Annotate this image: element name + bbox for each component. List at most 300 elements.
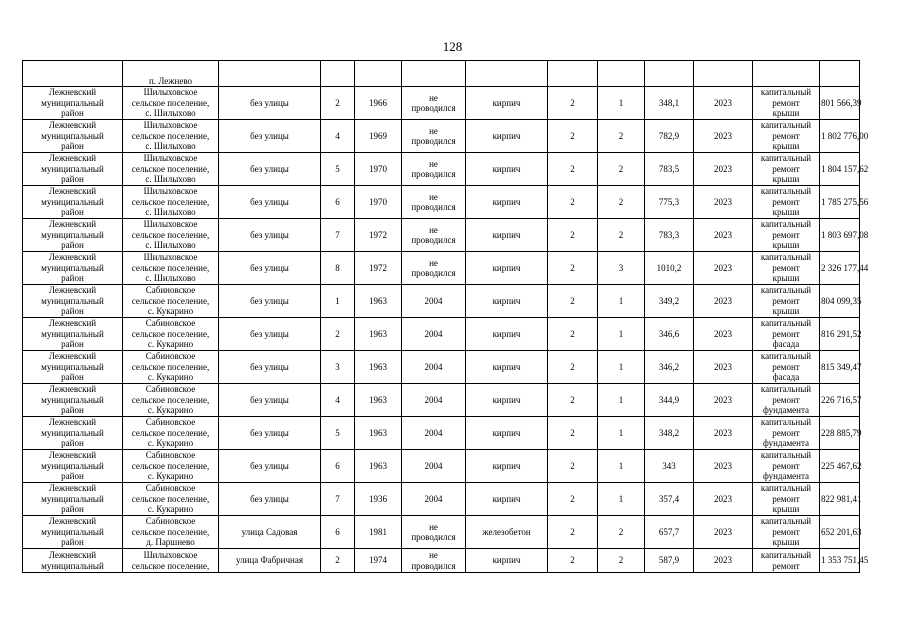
cell-value: 4 xyxy=(335,394,340,405)
cell-line: муниципальный xyxy=(41,526,104,537)
cell-value: 2 xyxy=(570,493,575,504)
cell-value: без улицы xyxy=(250,229,289,240)
cell-wall-material xyxy=(466,450,548,483)
cell-last-overhaul xyxy=(402,186,466,219)
cell-value: 228 885,79 xyxy=(821,427,862,438)
cell-value: без улицы xyxy=(250,427,289,438)
cell-line: не xyxy=(429,550,438,560)
cell-district xyxy=(23,549,123,573)
cell-area xyxy=(645,450,694,483)
cell-floors xyxy=(548,318,598,351)
cell-district xyxy=(23,219,123,252)
cell-line: сельское поселение, xyxy=(131,196,210,207)
cell-street xyxy=(219,450,321,483)
cell-house-number xyxy=(321,153,355,186)
cell-value: без улицы xyxy=(250,97,289,108)
cell-floors xyxy=(548,87,598,120)
cell-house-number xyxy=(321,384,355,417)
cell-last-overhaul xyxy=(402,351,466,384)
cell-wall-material xyxy=(466,186,548,219)
cell-line: не xyxy=(429,224,438,235)
cell-area xyxy=(645,285,694,318)
cell-build-year xyxy=(355,219,402,252)
cell-value: без улицы xyxy=(250,130,289,141)
cell-line: Сабиновское xyxy=(145,384,196,395)
cell-line: проводился xyxy=(411,532,456,542)
cell-value: 2023 xyxy=(714,130,732,141)
cell-value: 2 xyxy=(570,196,575,207)
cell-cost xyxy=(820,252,869,285)
cell-house-number xyxy=(321,87,355,120)
cell-line: Сабиновское xyxy=(145,450,196,461)
cell-value: без улицы xyxy=(250,328,289,339)
cell-build-year xyxy=(355,153,402,186)
cell-locality xyxy=(123,549,219,573)
cell-wall-material xyxy=(466,516,548,549)
cell-line: район xyxy=(61,108,84,119)
cell-value: 1 xyxy=(618,97,624,108)
cell-work-type xyxy=(753,384,820,417)
cell-line: ремонт xyxy=(772,229,800,240)
cell-value: 1 803 697,08 xyxy=(821,229,869,240)
cell-district xyxy=(23,417,123,450)
cell-last-overhaul xyxy=(402,384,466,417)
cell-street xyxy=(219,252,321,285)
cell-value: 2 xyxy=(618,555,624,566)
cell-build-year xyxy=(355,549,402,573)
cell-locality xyxy=(123,483,219,516)
cell-plan-year xyxy=(694,252,753,285)
cell-area xyxy=(645,549,694,573)
cell-locality xyxy=(123,318,219,351)
cell-wall-material xyxy=(466,483,548,516)
cell-value: 5 xyxy=(335,163,340,174)
table-row xyxy=(23,120,860,153)
cell-line: муниципальный xyxy=(41,196,104,207)
cell-line: район xyxy=(61,471,84,482)
cell-area xyxy=(645,87,694,120)
cell-value: 2023 xyxy=(714,394,732,405)
cell-line: Шилыховское xyxy=(143,550,198,560)
cell-line: с. Шилыхово xyxy=(145,240,196,251)
table-row xyxy=(23,219,860,252)
cell-build-year xyxy=(355,417,402,450)
cell-value: 2 xyxy=(570,130,575,141)
cell-line: ремонт xyxy=(772,394,800,405)
cell-value: 783,5 xyxy=(658,163,680,174)
cell-value: 344,9 xyxy=(658,394,680,405)
cell-value: 2023 xyxy=(714,163,732,174)
cell-line: капитальный xyxy=(760,450,812,461)
cell-value: кирпич xyxy=(492,163,521,174)
cell-value: без улицы xyxy=(250,262,289,273)
cell-value: без улицы xyxy=(250,493,289,504)
cell-value: 6 xyxy=(335,196,340,207)
cell-line: Сабиновское xyxy=(145,318,196,329)
cell-line: ремонт xyxy=(772,427,800,438)
cell-value: 226 716,57 xyxy=(821,394,862,405)
cell-value: 2023 xyxy=(714,97,732,108)
cell-line: Лежневский xyxy=(48,87,97,98)
cell-street xyxy=(219,417,321,450)
cell-value: 1 xyxy=(335,295,340,306)
cell-value: 2023 xyxy=(714,196,732,207)
cell-locality: п. Лежнево xyxy=(123,61,219,87)
cell-plan-year xyxy=(694,516,753,549)
cell-entrances xyxy=(598,252,645,285)
cell-line: с. Шилыхово xyxy=(145,108,196,119)
cell-value: 1970 xyxy=(369,196,387,207)
cell-area xyxy=(645,483,694,516)
table-row xyxy=(23,252,860,285)
cell-last-overhaul xyxy=(402,516,466,549)
cell-street xyxy=(219,153,321,186)
cell-value: 2023 xyxy=(714,295,732,306)
cell-district xyxy=(23,186,123,219)
cell-value: 1 xyxy=(618,295,624,306)
table-row xyxy=(23,186,860,219)
cell-value: 2023 xyxy=(714,262,732,273)
cell-value: 348,2 xyxy=(658,427,680,438)
cell-line: сельское поселение, xyxy=(131,295,210,306)
cell-line: ремонт xyxy=(772,493,800,504)
cell-locality xyxy=(123,516,219,549)
cell-line: не xyxy=(429,125,438,136)
cell-line: Лежневский xyxy=(48,516,97,527)
cell-line: сельское поселение, xyxy=(131,97,210,108)
cell-value: 2023 xyxy=(714,427,732,438)
cell-build-year xyxy=(355,186,402,219)
cell-line: Шилыховское xyxy=(143,153,198,164)
table-row xyxy=(23,483,860,516)
cell-last-overhaul xyxy=(402,417,466,450)
cell-cost xyxy=(820,318,860,351)
cell-house-number xyxy=(321,549,355,573)
cell-line: фасада xyxy=(772,339,800,350)
cell-line: с. Шилыхово xyxy=(145,273,196,284)
cell-locality xyxy=(123,153,219,186)
cell-line: Сабиновское xyxy=(145,516,196,527)
cell-line: с. Кукарино xyxy=(147,438,194,449)
cell-value: 801 566,39 xyxy=(821,97,862,108)
cell-line: капитальный xyxy=(760,351,812,362)
cell-line: Шилыховское xyxy=(143,120,198,131)
cell-district xyxy=(23,450,123,483)
page-number: 128 xyxy=(442,39,463,54)
table-row xyxy=(23,87,860,120)
cell-build-year xyxy=(355,87,402,120)
cell-floors xyxy=(548,483,598,516)
cell-value: 6 xyxy=(335,460,340,471)
cell-value: 2 xyxy=(570,262,575,273)
cell-locality xyxy=(123,351,219,384)
cell-entrances xyxy=(598,483,645,516)
table-row xyxy=(23,450,860,483)
cell-street xyxy=(219,219,321,252)
cell-value: 2 xyxy=(570,427,575,438)
cell-line: сельское поселение, xyxy=(131,163,210,174)
cell-line: сельское поселение, xyxy=(131,229,210,240)
cell-entrances xyxy=(598,549,645,573)
cell-value: 1963 xyxy=(369,295,387,306)
cell-floors xyxy=(548,219,598,252)
cell-line: не xyxy=(429,158,438,169)
cell-locality xyxy=(123,186,219,219)
cell-value: 783,3 xyxy=(658,229,680,240)
cell-line: капитальный xyxy=(760,186,812,197)
cell-value: 2 xyxy=(618,229,624,240)
cell-floors xyxy=(548,384,598,417)
table-row-continued xyxy=(23,61,860,87)
cell-cost xyxy=(820,417,860,450)
cell-work-type xyxy=(753,120,820,153)
cell-line: Шилыховское xyxy=(143,87,198,98)
cell-value: 8 xyxy=(335,262,340,273)
cell-value: 225 467,62 xyxy=(821,460,862,471)
cell-line: капитальный xyxy=(760,219,812,230)
cell-value: 2 xyxy=(570,229,575,240)
cell-line: проводился xyxy=(411,169,456,179)
cell-line: Лежневский xyxy=(48,450,97,461)
cell-value: 6 xyxy=(335,526,340,537)
cell-line: с. Кукарино xyxy=(147,405,194,416)
cell-line: Лежневский xyxy=(48,186,97,197)
cell-value: 1 802 776,00 xyxy=(821,130,869,141)
cell-value: без улицы xyxy=(250,295,289,306)
cell-value: без улицы xyxy=(250,394,289,405)
cell-house-number xyxy=(321,351,355,384)
cell-value: 5 xyxy=(335,427,340,438)
cell-work-type xyxy=(753,417,820,450)
cell-line: Шилыховское xyxy=(143,252,198,263)
cell-wall-material xyxy=(466,351,548,384)
cell-line: капитальный xyxy=(760,153,812,164)
cell-work-type xyxy=(753,351,820,384)
cell-value: 1 xyxy=(618,460,624,471)
cell-work-type xyxy=(753,285,820,318)
cell-cost xyxy=(820,219,869,252)
cell-line: Шилыховское xyxy=(143,186,198,197)
cell-value: 1936 xyxy=(369,493,387,504)
cell-area xyxy=(645,351,694,384)
cell-value: 3 xyxy=(618,262,624,273)
cell-value: 822 981,41 xyxy=(821,493,862,504)
cell-value: 349,2 xyxy=(658,295,680,306)
cell-plan-year xyxy=(694,450,753,483)
cell-value: 2 xyxy=(570,460,575,471)
cell-street xyxy=(219,384,321,417)
cell-line: капитальный xyxy=(760,120,812,131)
cell-plan-year xyxy=(694,186,753,219)
cell-line: капитальный xyxy=(760,318,812,329)
cell-line: сельское поселение, xyxy=(131,460,210,471)
cell-entrances xyxy=(598,219,645,252)
cell-line: с. Шилыхово xyxy=(145,207,196,218)
cell-line: муниципальный xyxy=(41,460,104,471)
cell-line: район xyxy=(61,438,84,449)
cell-value: 1963 xyxy=(369,460,387,471)
cell-line: крыши xyxy=(772,141,800,152)
cell-line: район xyxy=(61,174,84,185)
cell-cost xyxy=(820,450,860,483)
table-row xyxy=(23,351,860,384)
table-row xyxy=(23,318,860,351)
cell-area xyxy=(645,384,694,417)
cell-line: крыши xyxy=(772,174,800,185)
cell-line: Шилыховское xyxy=(143,219,198,230)
cell-line: сельское поселение, xyxy=(131,526,210,537)
cell-build-year xyxy=(355,120,402,153)
cell-street xyxy=(219,87,321,120)
cell-work-type xyxy=(753,318,820,351)
cell-value: без улицы xyxy=(250,460,289,471)
cell-value: 1970 xyxy=(369,163,387,174)
cell-line: ремонт xyxy=(772,130,800,141)
cell-house-number xyxy=(321,516,355,549)
cell-line: сельское поселение, xyxy=(131,262,210,273)
cell-floors xyxy=(548,516,598,549)
cell-line: 2004 xyxy=(424,328,443,339)
cell-area xyxy=(645,120,694,153)
cell-value: 7 xyxy=(335,493,340,504)
cell-line: муниципальный xyxy=(41,361,104,372)
cell-build-year xyxy=(355,384,402,417)
cell-build-year xyxy=(355,318,402,351)
cell-line: крыши xyxy=(772,273,800,284)
cell-entrances xyxy=(598,318,645,351)
cell-wall-material xyxy=(466,252,548,285)
cell-line: район xyxy=(61,240,84,251)
cell-plan-year xyxy=(694,318,753,351)
cell-value: 346,2 xyxy=(658,361,680,372)
cell-line: сельское поселение, xyxy=(131,361,210,372)
cell-line: 2004 xyxy=(424,361,443,372)
cell-last-overhaul xyxy=(402,318,466,351)
cell-line: Сабиновское xyxy=(145,285,196,296)
cell-value: 804 099,35 xyxy=(821,295,862,306)
cell-street xyxy=(219,120,321,153)
cell-build-year xyxy=(355,285,402,318)
table-row xyxy=(23,384,860,417)
cell-house-number xyxy=(321,285,355,318)
cell-value: 2023 xyxy=(714,460,732,471)
cell-line: капитальный xyxy=(760,87,812,98)
cell-plan-year xyxy=(694,285,753,318)
cell-cost xyxy=(820,351,860,384)
cell-value: 1 xyxy=(618,427,624,438)
cell-entrances xyxy=(598,450,645,483)
cell-street xyxy=(219,318,321,351)
cell-wall-material xyxy=(466,384,548,417)
cell-line: Лежневский xyxy=(48,417,97,428)
cell-street xyxy=(219,516,321,549)
cell-line: район xyxy=(61,141,84,152)
cell-value: железобетон xyxy=(482,526,531,537)
cell-plan-year xyxy=(694,483,753,516)
cell-value: 2 xyxy=(570,295,575,306)
cell-area xyxy=(645,219,694,252)
cell-cost xyxy=(820,483,860,516)
cell-value: 2023 xyxy=(714,526,732,537)
cell-value: 2023 xyxy=(714,493,732,504)
cell-line: проводился xyxy=(411,235,456,245)
cell-wall-material xyxy=(466,153,548,186)
cell-line: муниципальный xyxy=(41,262,104,273)
cell-district xyxy=(23,483,123,516)
cell-value: 587,9 xyxy=(658,555,680,566)
cell-entrances xyxy=(598,153,645,186)
cell-value: кирпич xyxy=(492,262,521,273)
cell-value: 2 xyxy=(618,130,624,141)
cell-street xyxy=(219,549,321,573)
cell-cost xyxy=(820,153,869,186)
cell-value: кирпич xyxy=(492,394,521,405)
cell-locality xyxy=(123,450,219,483)
cell-locality xyxy=(123,219,219,252)
table-row xyxy=(23,549,860,573)
cell-work-type xyxy=(753,450,820,483)
cell-line: муниципальный xyxy=(41,427,104,438)
cell-line: капитальный xyxy=(760,516,812,527)
cell-locality xyxy=(123,384,219,417)
cell-district xyxy=(23,87,123,120)
cell-house-number xyxy=(321,483,355,516)
cell-floors xyxy=(548,549,598,573)
cell-entrances xyxy=(598,351,645,384)
cell-floors xyxy=(548,351,598,384)
cell-value: 1963 xyxy=(369,328,387,339)
cell-build-year xyxy=(355,351,402,384)
cell-value: кирпич xyxy=(492,361,521,372)
cell-locality xyxy=(123,87,219,120)
cell-line: сельское поселение, xyxy=(131,328,210,339)
cell-line: район xyxy=(61,405,84,416)
cell-value: 7 xyxy=(335,229,340,240)
cell-line: ремонт xyxy=(772,163,800,174)
cell-plan-year xyxy=(694,120,753,153)
table-row xyxy=(23,153,860,186)
cell-plan-year xyxy=(694,384,753,417)
cell-value: 1981 xyxy=(369,526,387,537)
cell-entrances xyxy=(598,384,645,417)
cell-line: ремонт xyxy=(772,328,800,339)
cell-line: не xyxy=(429,257,438,268)
cell-value: 2 xyxy=(335,97,340,108)
cell-value: кирпич xyxy=(492,427,521,438)
cell-value: 2023 xyxy=(714,555,732,566)
cell-line: капитальный xyxy=(760,550,812,560)
cell-last-overhaul xyxy=(402,252,466,285)
cell-value: 2 xyxy=(570,361,575,372)
cell-value: кирпич xyxy=(492,328,521,339)
cell-line: муниципальный xyxy=(41,130,104,141)
cell-wall-material xyxy=(466,417,548,450)
cell-value: 2023 xyxy=(714,361,732,372)
cell-value: 652 201,63 xyxy=(821,526,862,537)
cell-value: 2 xyxy=(570,97,575,108)
cell-value: 1 xyxy=(618,361,624,372)
cell-street xyxy=(219,351,321,384)
cell-line: муниципальный xyxy=(41,163,104,174)
cell-line: муниципальный xyxy=(41,493,104,504)
cell-line: ремонт xyxy=(772,560,800,571)
cell-district xyxy=(23,120,123,153)
cell-line: проводился xyxy=(411,560,456,571)
cell-line: капитальный xyxy=(760,252,812,263)
cell-last-overhaul xyxy=(402,120,466,153)
cell-value: 657,7 xyxy=(658,526,680,537)
cell-cost xyxy=(820,120,869,153)
